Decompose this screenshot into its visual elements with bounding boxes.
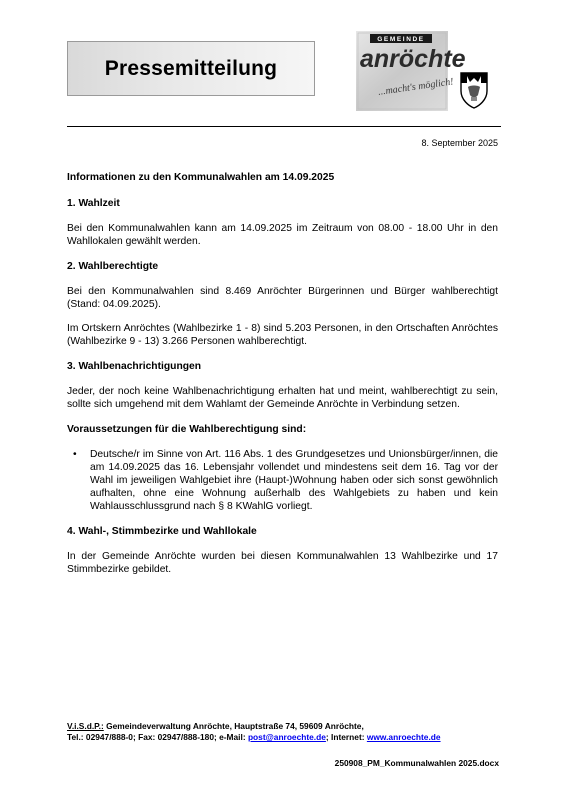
footer-contact [67, 721, 499, 743]
requirements-list [67, 448, 498, 513]
section-title-wahlberechtigte: 2. Wahlberechtigte [67, 261, 159, 272]
paragraph-wahllokale: In der Gemeinde Anröchte wurden bei diesen Kommunalwahlen 13 Wahlbezirke und 17 Stimmbezirke gebildet. [67, 551, 498, 575]
footer-address: Gemeindeverwaltung Anröchte, Hauptstraße 74, 59609 Anröchte, [103, 721, 364, 731]
footer-phone-fax: Tel.: 02947/888-0; Fax: 02947/888-180; e-Mail: [67, 732, 248, 742]
footer-internet-label: ; Internet: [325, 732, 367, 742]
requirements-title: Voraussetzungen für die Wahlberechtigung sind: [67, 424, 307, 435]
header-rule [67, 126, 501, 127]
headline: Informationen zu den Kommunalwahlen am 14.09.2025 [67, 172, 335, 183]
section-title-wahlzeit: 1. Wahlzeit [67, 198, 120, 209]
logo-small-text: GEMEINDE [377, 36, 425, 43]
section-title-wahlbenachrichtigungen: 3. Wahlbenachrichtigungen [67, 361, 202, 372]
section-title-wahllokale: 4. Wahl-, Stimmbezirke und Wahllokale [67, 526, 257, 537]
municipality-logo [356, 31, 466, 111]
bullet: • [73, 449, 77, 460]
logo-slogan: ...macht's möglich! [377, 76, 455, 98]
list-item [67, 448, 498, 513]
paragraph-wahlberechtigte-1: Bei den Kommunalwahlen sind 8.469 Anröchter Bürgerinnen und Bürger wahlberechtigt (Stand: 04.09.2025). [67, 286, 498, 310]
document-filename: 250908_PM_Kommunalwahlen 2025.docx [334, 758, 499, 768]
paragraph-wahlbenachrichtigungen: Jeder, der noch keine Wahlbenachrichtigung erhalten hat und meint, wahlberechtigt zu sein, sollte sich umgehend mit dem Wahlamt der Gemeinde Anröchte in Verbindung setzen. [67, 386, 498, 410]
release-date: 8. September 2025 [421, 138, 498, 148]
paragraph-wahlberechtigte-2: Im Ortskern Anröchtes (Wahlbezirke 1 - 8) sind 5.203 Personen, in den Ortschaften Anröchtes (Wahlbezirke 9 - 13) 3.266 Personen wahlberechtigt. [67, 323, 498, 347]
press-release-banner [67, 41, 315, 96]
requirement-text: Deutsche/r im Sinne von Art. 116 Abs. 1 des Grundgesetzes und Unionsbürger/innen, die am 14.09.2025 das 16. Lebensjahr vollendet und mindestens seit dem 16. Tag vor der Wahl im jeweiligen Wahlgebiet ihre (Haupt-)Wohnung haben oder sich sonst gewöhnlich aufhalten, ohne eine Wohnung außerhalb des Wahlgebiets zu haben und kein Wahlausschlussgrund nach § 8 KWahlG vorliegt. [90, 449, 498, 512]
article-body [67, 170, 498, 576]
coat-of-arms-icon [459, 71, 489, 109]
paragraph-wahlzeit: Bei den Kommunalwahlen kann am 14.09.2025 im Zeitraum von 08.00 - 18.00 Uhr in den Wahllokalen gewählt werden. [67, 223, 498, 247]
logo-name: anröchte [360, 45, 466, 73]
page-title: Pressemitteilung [104, 56, 278, 80]
visdp-label: V.i.S.d.P.: [67, 721, 104, 731]
website-link[interactable]: www.anroechte.de [366, 732, 441, 742]
email-link[interactable]: post@anroechte.de [247, 732, 326, 742]
